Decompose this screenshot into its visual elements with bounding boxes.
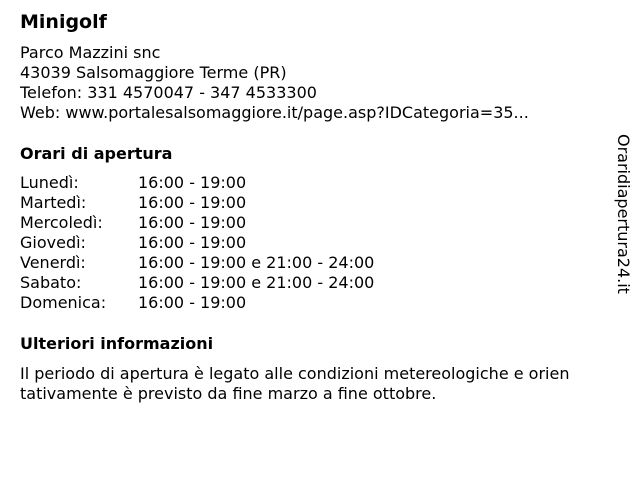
hours-row-sunday [20,293,374,313]
day-label: Venerdì: [20,253,86,272]
hours-row-thursday [20,233,374,253]
day-label: Lunedì: [20,173,79,192]
address-city: 43039 Salsomaggiore Terme (PR) [20,63,287,82]
time-range: 16:00 - 19:00 [138,233,247,252]
time-range: 16:00 - 19:00 [138,173,247,192]
day-label: Martedì: [20,193,87,212]
info-heading: Ulteriori informazioni [20,334,214,353]
time-range: 16:00 - 19:00 e 21:00 - 24:00 [138,273,375,292]
address-block [20,43,529,123]
hours-row-friday [20,253,374,273]
hours-row-saturday [20,273,374,293]
hours-row-wednesday [20,213,374,233]
opening-hours-table [20,173,374,313]
hours-row-monday [20,173,374,193]
day-label: Giovedì: [20,233,86,252]
time-range: 16:00 - 19:00 [138,193,247,212]
time-range: 16:00 - 19:00 [138,213,247,232]
info-text [20,364,600,404]
time-range: 16:00 - 19:00 e 21:00 - 24:00 [138,253,375,272]
info-line: Il periodo di apertura è legato alle condizioni metereologiche e orien [20,364,570,383]
page-title: Minigolf [20,11,107,33]
info-line: tativamente è previsto da fine marzo a fine ottobre. [20,384,437,403]
address-street: Parco Mazzini snc [20,43,161,62]
phone-numbers[interactable]: Telefon: 331 4570047 - 347 4533300 [20,83,317,102]
website-link[interactable]: Web: www.portalesalsomaggiore.it/page.asp?IDCategoria=35... [20,103,529,122]
day-label: Domenica: [20,293,107,312]
time-range: 16:00 - 19:00 [138,293,247,312]
hours-heading: Orari di apertura [20,144,173,163]
day-label: Sabato: [20,273,82,292]
day-label: Mercoledì: [20,213,103,232]
hours-row-tuesday [20,193,374,213]
site-watermark: Oraridiapertura24.it [614,134,633,294]
